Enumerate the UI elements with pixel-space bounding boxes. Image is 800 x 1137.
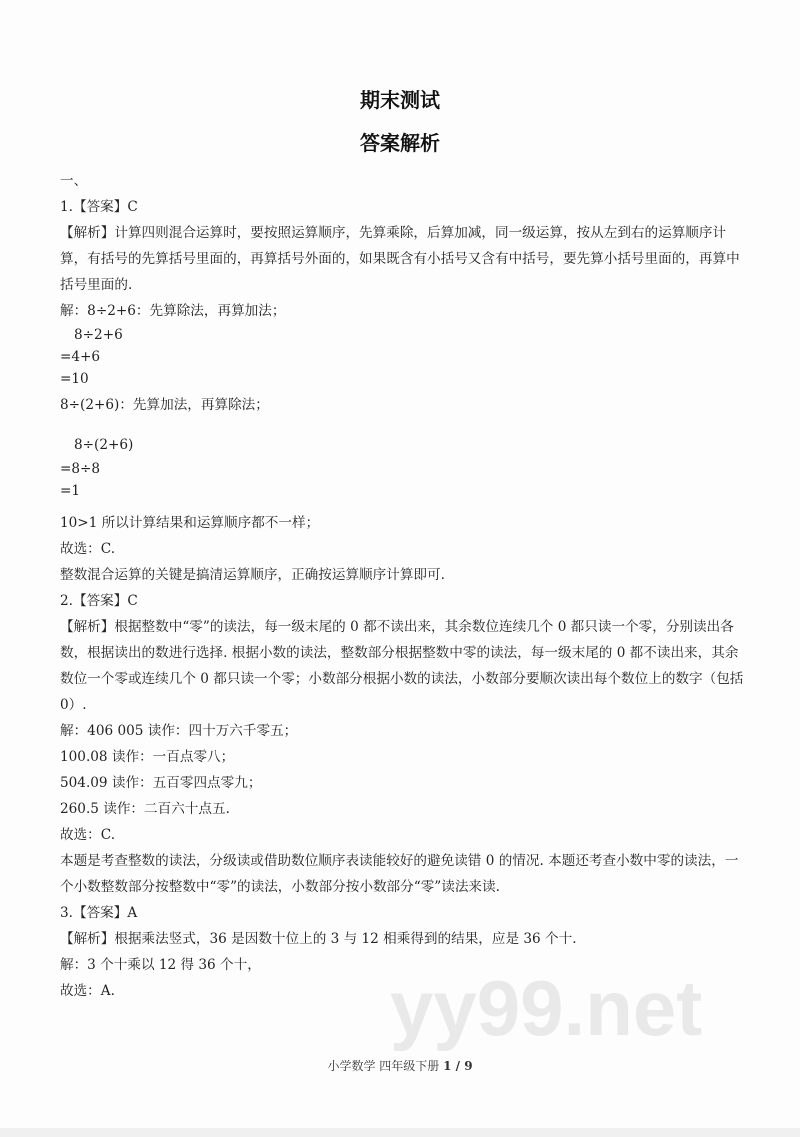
q3-line: 解：3 个十乘以 12 得 36 个十， — [60, 957, 261, 973]
q1-line: 10>1 所以计算结果和运算顺序都不一样； — [60, 515, 320, 531]
q1-equation: =4+6 — [60, 349, 101, 365]
q1-analysis: 【解析】计算四则混合运算时，要按照运算顺序，先算乘除，后算加减，同一级运算，按从左到右的运算顺序计算，有括号的先算括号里面的，再算括号外面的，如果既含有小括号又含有中括号，要先算小括号里面的，再算中括号里面的. — [60, 225, 740, 293]
q2-line: 504.09 读作：五百零四点零九； — [60, 775, 262, 791]
footer-text: 小学数学 四年级下册 — [327, 1059, 440, 1073]
q1-line: 解：8÷2+6：先算除法，再算加法； — [60, 303, 286, 319]
q2-analysis: 【解析】根据整数中“零”的读法，每一级末尾的 0 都不读出来，其余数位连续几个 0 都只读一个零，分别读出各数，根据读出的数进行选择. 根据小数的读法，整数部分根据整数中零的读法，每一级末尾的 0 都不读出来，其余数位一个零或连续几个 0 都只读一个零；小数部分根据小数的读法，小数部分要顺次读出每个数位上的数字（包括 0）. — [60, 619, 744, 713]
page-number: 1 / 9 — [443, 1059, 473, 1073]
q3-line: 故选：A. — [60, 983, 115, 999]
q2-note: 本题是考查整数的读法，分级读或借助数位顺序表读能较好的避免读错 0 的情况. 本题还考查小数中零的读法，一个小数整数部分按整数中“零”的读法，小数部分按小数部分“零”读法来读. — [60, 853, 739, 895]
section-heading: 一、 — [60, 173, 88, 189]
document-body — [60, 168, 746, 1004]
q1-line: 故选：C. — [60, 541, 116, 557]
q3-analysis: 【解析】根据乘法竖式，36 是因数十位上的 3 与 12 相乘得到的结果，应是 36 个十. — [60, 931, 577, 947]
q2-answer: 2.【答案】C — [60, 593, 138, 609]
page-edge — [0, 1128, 800, 1137]
watermark: yy99.net — [390, 964, 703, 1052]
q2-line: 解：406 005 读作：四十万六千零五； — [60, 723, 298, 739]
q1-equation: 8÷(2+6) — [74, 437, 134, 453]
q1-line: 整数混合运算的关键是搞清运算顺序，正确按运算顺序计算即可. — [60, 567, 445, 583]
q1-line: 8÷(2+6)：先算加法，再算除法； — [60, 397, 269, 413]
q3-answer: 3.【答案】A — [60, 905, 138, 921]
q1-equation: =8÷8 — [60, 461, 101, 477]
q1-equation: =1 — [60, 483, 81, 499]
q1-equation: =10 — [60, 371, 89, 387]
page-footer — [0, 1058, 800, 1074]
q1-equation: 8÷2+6 — [74, 327, 123, 343]
q2-line: 100.08 读作：一百点零八； — [60, 749, 235, 765]
q1-answer: 1.【答案】C — [60, 199, 138, 215]
q2-line: 故选：C. — [60, 827, 116, 843]
page-title: 期末测试 — [360, 88, 440, 112]
page-subtitle: 答案解析 — [360, 131, 440, 155]
q2-line: 260.5 读作：二百六十点五. — [60, 801, 230, 817]
